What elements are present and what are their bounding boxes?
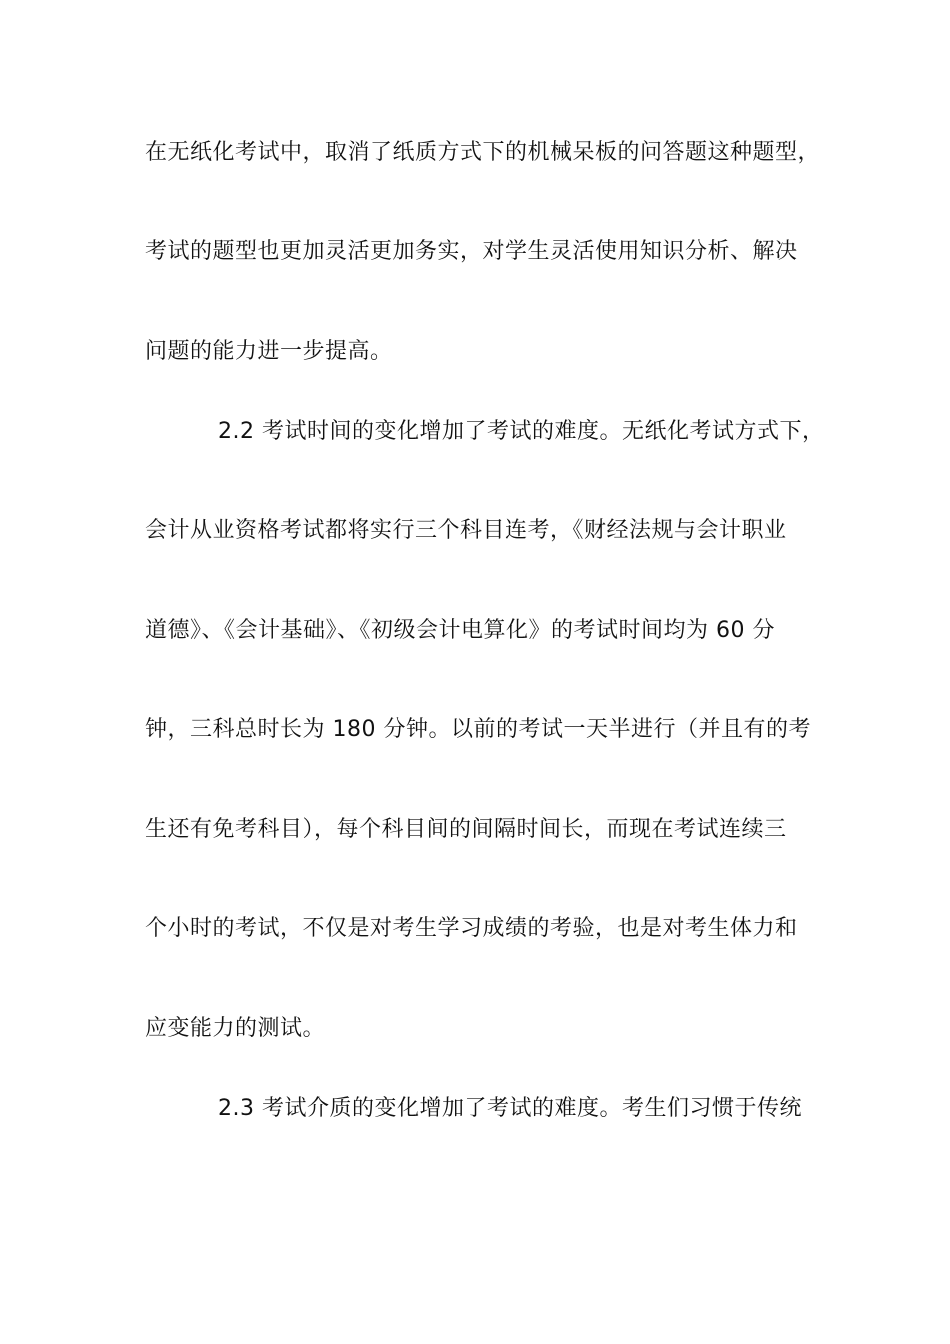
text-line: 生还有免考科目），每个科目间的间隔时间长，而现在考试连续三 [145,817,787,842]
text-line: 会计从业资格考试都将实行三个科目连考，《财经法规与会计职业 [145,518,787,543]
text-line: 道德》、《会计基础》、《初级会计电算化》的考试时间均为 60 分 [145,618,775,643]
text-line: 考试的题型也更加灵活更加务实，对学生灵活使用知识分析、解决 [145,239,798,264]
text-line: 在无纸化考试中，取消了纸质方式下的机械呆板的问答题这种题型， [145,140,821,165]
section-heading-2-3: 2.3 考试介质的变化增加了考试的难度。考生们习惯于传统 [218,1096,802,1121]
text-line: 应变能力的测试。 [145,1016,326,1041]
section-heading-2-2: 2.2 考试时间的变化增加了考试的难度。无纸化考试方式下， [218,419,825,444]
text-line: 钟，三科总时长为 180 分钟。以前的考试一天半进行（并且有的考 [145,717,811,742]
text-line: 问题的能力进一步提高。 [145,339,393,364]
text-line: 个小时的考试，不仅是对考生学习成绩的考验，也是对考生体力和 [145,916,798,941]
